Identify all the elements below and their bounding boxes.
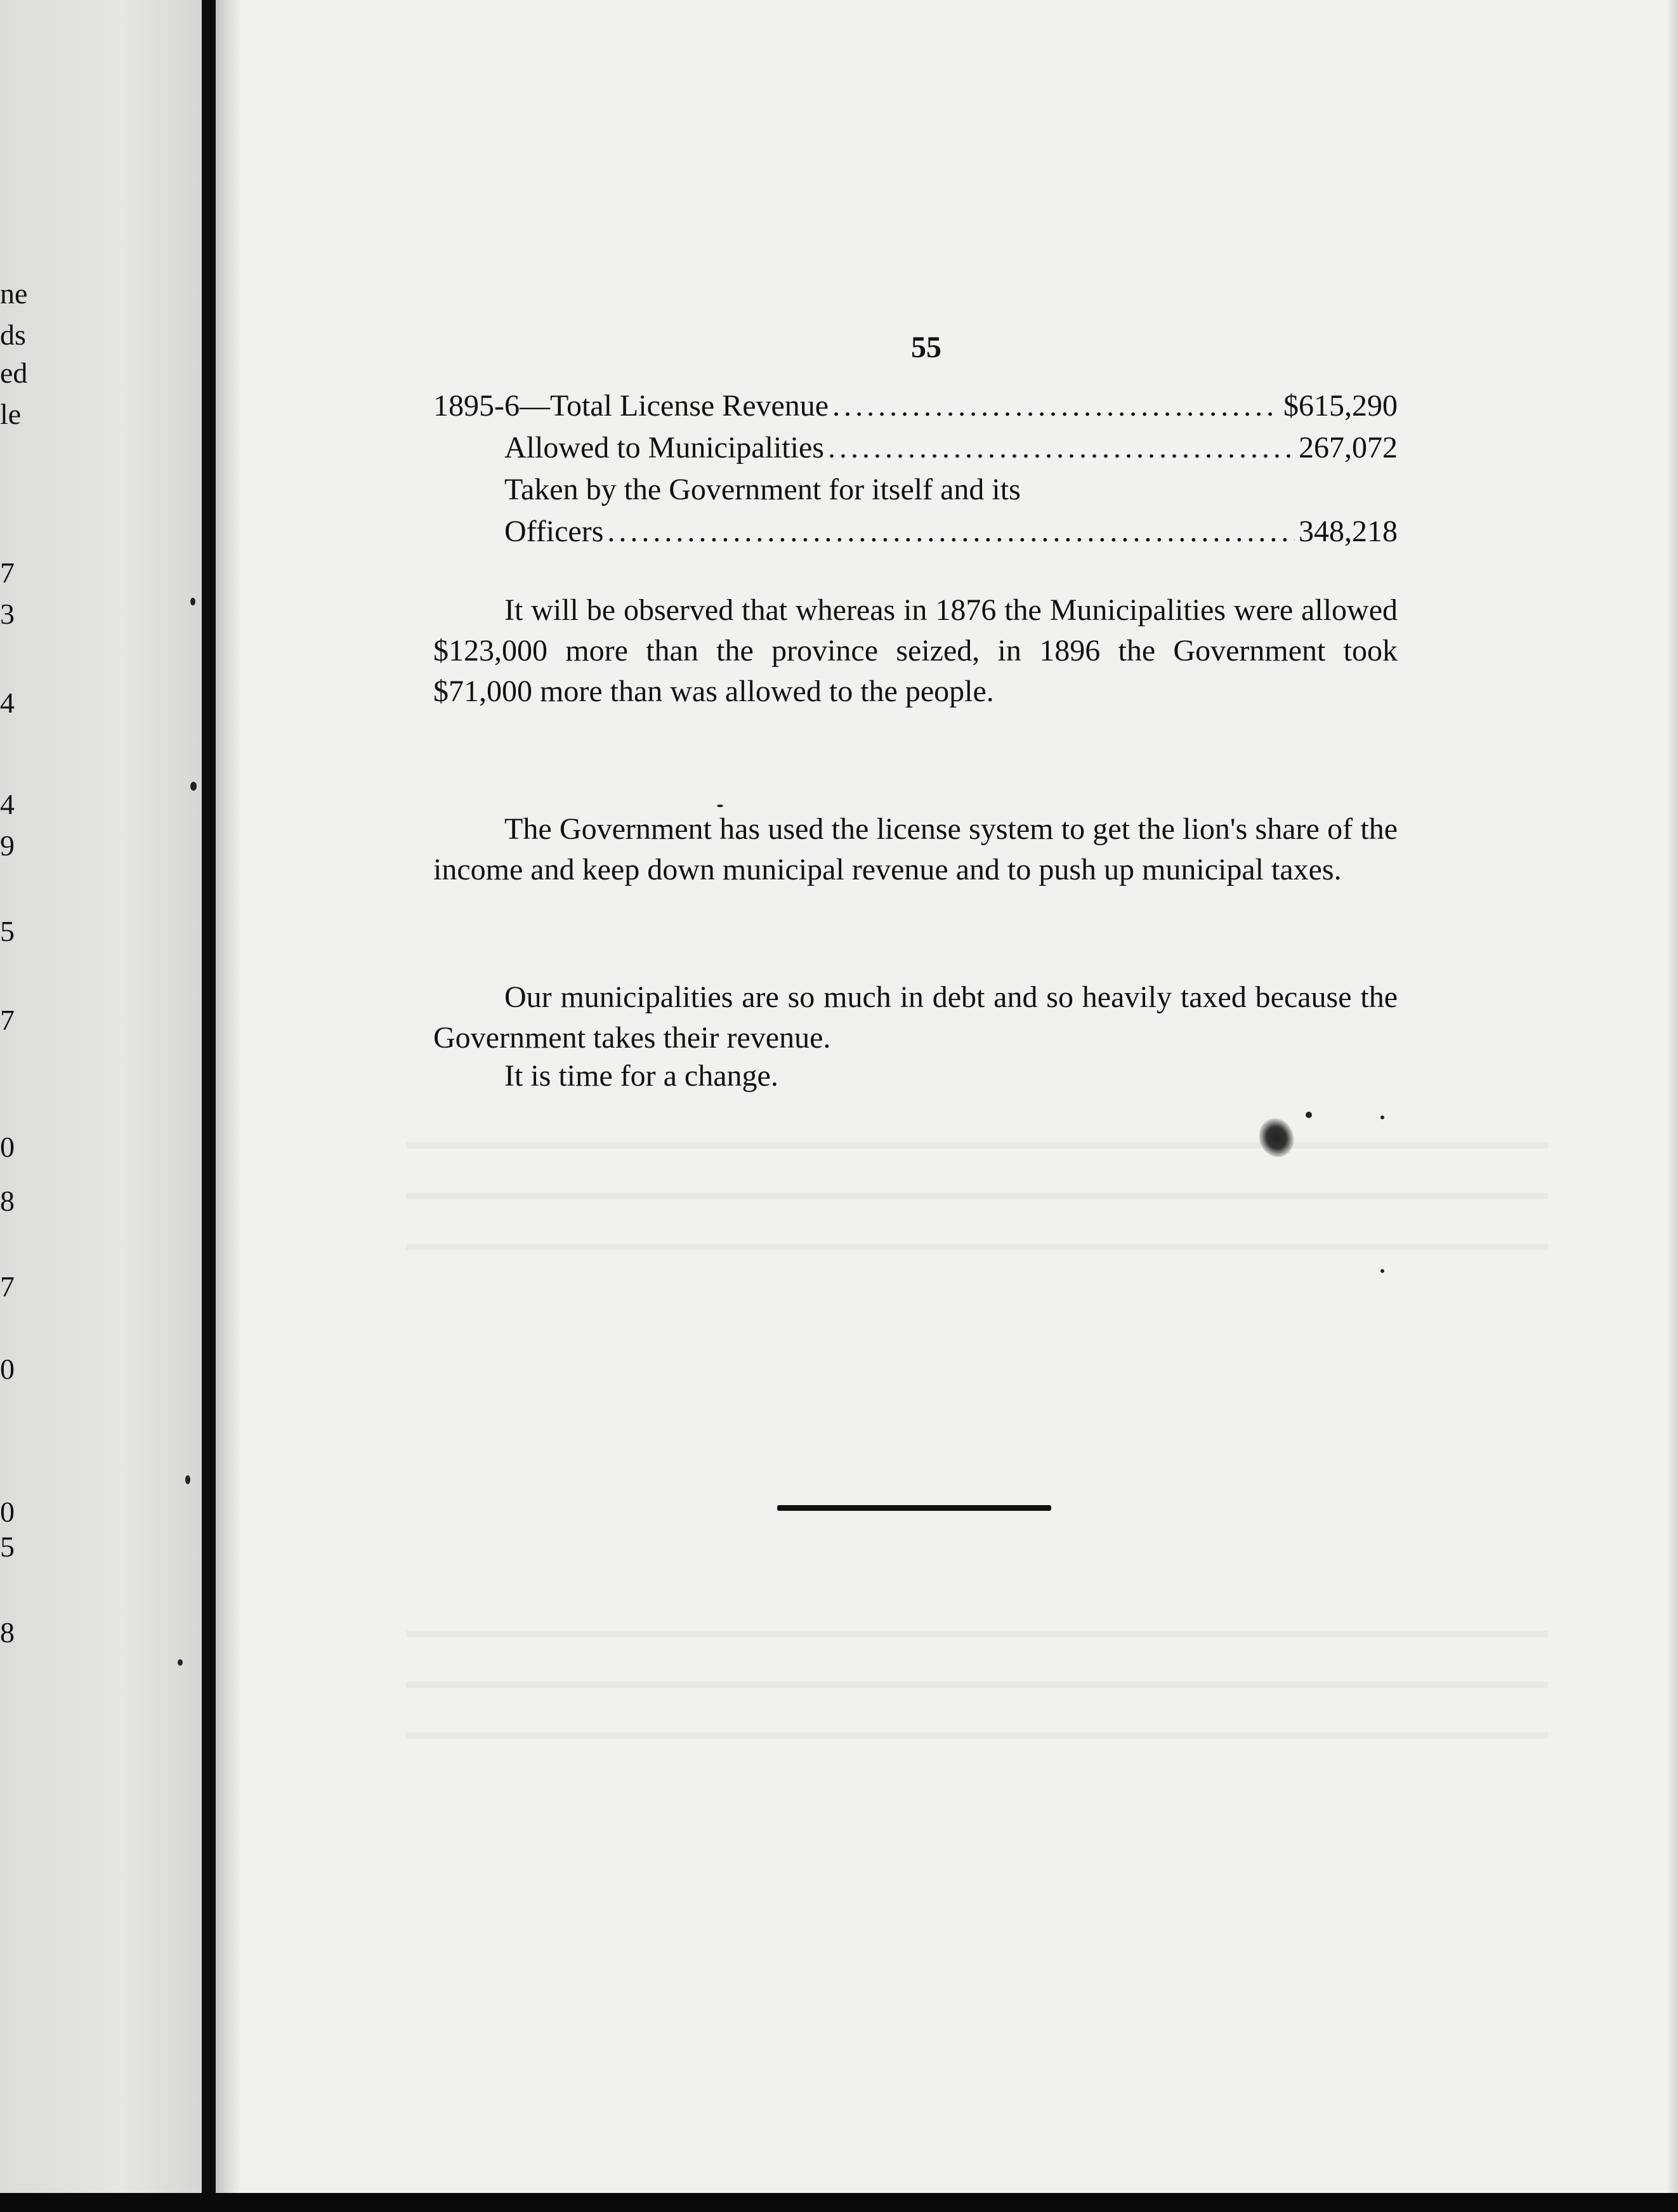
ink-speck: [185, 1475, 190, 1484]
bleed-through: [406, 1142, 1548, 1149]
ledger-amount: $615,290: [1283, 389, 1398, 423]
ledger-row-government-line2: [433, 514, 1398, 556]
revenue-ledger: [433, 388, 1398, 556]
page-number: 55: [911, 331, 941, 364]
ledger-row-total: [433, 388, 1398, 430]
leader-dots: [828, 430, 1295, 465]
ledger-label: Allowed to Municipalities: [504, 431, 824, 464]
prev-fragment: 5: [0, 1531, 15, 1563]
ink-speck: [1306, 1112, 1312, 1118]
ledger-label: 1895-6—Total License Revenue: [433, 389, 829, 423]
gutter-shadow: [216, 0, 241, 2212]
prev-fragment: 7: [0, 1270, 15, 1303]
prev-fragment: 8: [0, 1185, 15, 1217]
ink-speck: [1380, 1116, 1384, 1119]
ledger-row-municipalities: [433, 430, 1398, 472]
prev-fragment: 7: [0, 556, 15, 589]
prev-fragment: 4: [0, 687, 15, 719]
ledger-row-government-line1: [433, 472, 1398, 514]
bleed-through: [406, 1732, 1548, 1739]
bleed-through: [406, 1244, 1548, 1250]
page-edge-shadow: [1667, 0, 1678, 2212]
ink-speck: [190, 782, 197, 791]
bleed-through: [406, 1631, 1548, 1637]
leader-dots: [607, 514, 1295, 549]
prev-fragment: ne: [0, 277, 28, 310]
ledger-amount: 267,072: [1299, 431, 1398, 464]
closing-line: It is time for a change.: [504, 1059, 778, 1093]
prev-fragment: 7: [0, 1004, 15, 1036]
prev-fragment: ed: [0, 357, 28, 389]
prev-fragment: 9: [0, 829, 15, 862]
prev-fragment: 5: [0, 915, 15, 947]
ledger-label: Taken by the Government for itself and its: [504, 473, 1021, 506]
prev-fragment: 0: [0, 1353, 15, 1385]
ink-speck: [1380, 1269, 1384, 1273]
section-divider-rule: [777, 1505, 1051, 1511]
prev-fragment: 0: [0, 1496, 15, 1528]
bleed-through: [406, 1682, 1548, 1688]
paragraph-observation: It will be observed that whereas in 1876 the Municipalities were allowed $123,000 more than the province seized, in 1896 the Government took $71,000 more than was allowed to the people.: [433, 593, 1398, 708]
ledger-amount: 348,218: [1299, 515, 1398, 548]
leader-dots: [832, 388, 1280, 423]
ink-speck: [717, 805, 723, 807]
ledger-label: Officers: [504, 515, 604, 548]
prev-fragment: 3: [0, 598, 15, 630]
prev-fragment: le: [0, 398, 22, 430]
paragraph-debt: Our municipalities are so much in debt and so heavily taxed because the Government takes their revenue.: [433, 980, 1398, 1055]
prev-fragment: 0: [0, 1131, 15, 1163]
binding-gutter: [202, 0, 216, 2212]
prev-fragment: 8: [0, 1616, 15, 1649]
prev-fragment: 4: [0, 788, 15, 820]
previous-page-fragment: [0, 0, 203, 2212]
prev-fragment: ds: [0, 319, 26, 351]
bleed-through: [406, 1193, 1548, 1199]
scan-bottom-edge: [0, 2193, 1678, 2212]
ink-speck: [190, 598, 195, 605]
ink-speck: [178, 1659, 183, 1666]
paragraph-license-system: The Government has used the license system to get the lion's share of the income and keep down municipal revenue and to push up municipal taxes.: [433, 812, 1398, 886]
